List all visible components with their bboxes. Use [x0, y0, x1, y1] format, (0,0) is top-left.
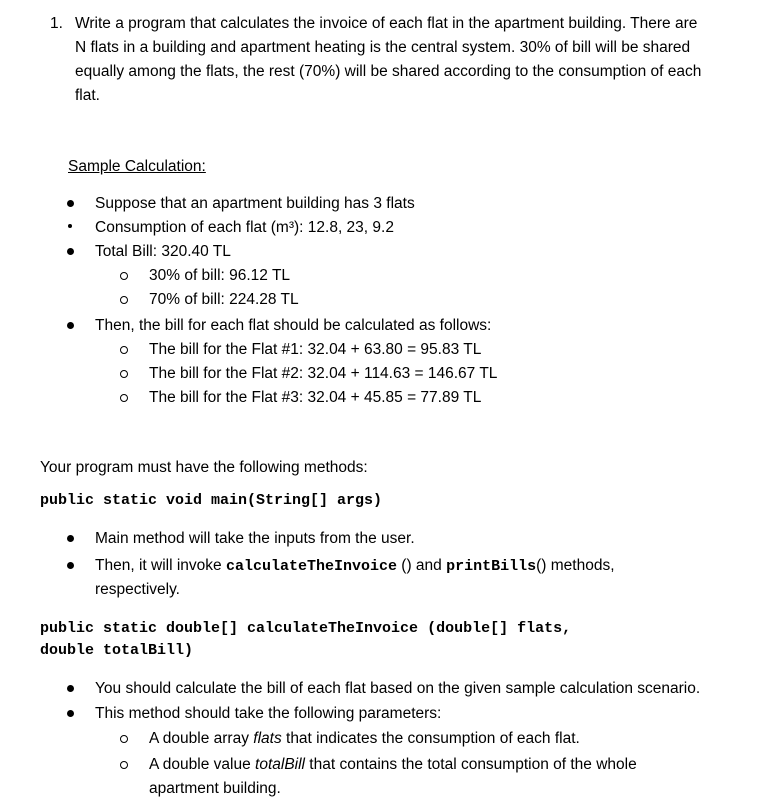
sample-item-flat-1: The bill for the Flat #1: 32.04 + 63.80 = 95.83 TL: [149, 341, 482, 358]
sample-item-total-bill: Total Bill: 320.40 TL: [95, 243, 231, 260]
calculate-invoice-code: calculateTheInvoice: [225, 558, 397, 575]
main-item-invoke-pre: Then, it will invoke: [95, 557, 226, 574]
sample-heading: Sample Calculation:: [68, 158, 206, 175]
bullet-icon: [67, 710, 74, 717]
bullet-icon: [67, 685, 74, 692]
main-item-invoke-mid: () and: [396, 557, 447, 574]
sample-item-flats: Suppose that an apartment building has 3 flats: [95, 195, 415, 212]
circle-bullet-icon: [120, 346, 128, 354]
question-text-line-2: N flats in a building and apartment heating is the central system. 30% of bill will be shared: [75, 39, 691, 56]
sample-item-70-percent: 70% of bill: 224.28 TL: [149, 291, 299, 308]
calc-param-totalbill-cont: apartment building.: [149, 780, 281, 797]
circle-bullet-icon: [120, 735, 128, 743]
bullet-icon: [67, 248, 74, 255]
print-bills-code: printBills: [446, 558, 537, 575]
calc-item-scenario: You should calculate the bill of each flat based on the given sample calculation scenario.: [95, 680, 701, 697]
sample-item-flat-2: The bill for the Flat #2: 32.04 + 114.63 = 146.67 TL: [149, 365, 498, 382]
circle-bullet-icon: [120, 296, 128, 304]
sample-item-flat-3: The bill for the Flat #3: 32.04 + 45.85 = 77.89 TL: [149, 389, 482, 406]
calc-item-parameters: This method should take the following parameters:: [95, 705, 442, 722]
calc-method-signature-2: double totalBill): [40, 642, 194, 659]
methods-intro: Your program must have the following methods:: [40, 459, 368, 476]
main-item-invoke-post: () methods,: [536, 557, 615, 574]
calc-param-flats-name: flats: [253, 730, 282, 747]
calc-param-flats: [149, 729, 580, 749]
question-text-line-3: equally among the flats, the rest (70%) will be shared according to the consumption of each: [75, 63, 702, 80]
main-item-respectively: respectively.: [95, 581, 180, 598]
bullet-icon: [67, 200, 74, 207]
sample-item-consumption: Consumption of each flat (m³): 12.8, 23, 9.2: [95, 219, 394, 236]
question-text-line-4: flat.: [75, 87, 100, 104]
circle-bullet-icon: [120, 370, 128, 378]
sample-item-then: Then, the bill for each flat should be calculated as follows:: [95, 317, 492, 334]
bullet-icon: [67, 322, 74, 329]
circle-bullet-icon: [120, 761, 128, 769]
question-text-line-1: Write a program that calculates the invoice of each flat in the apartment building. There are: [75, 15, 698, 32]
main-item-invoke: [95, 556, 615, 577]
calc-method-signature-1: public static double[] calculateTheInvoice (double[] flats,: [40, 620, 572, 637]
bullet-icon: [67, 562, 74, 569]
question-number: 1.: [50, 15, 63, 32]
bullet-icon: [68, 224, 72, 228]
calc-param-flats-pre: A double array: [149, 730, 254, 747]
calc-param-flats-post: that indicates the consumption of each flat.: [281, 730, 580, 747]
main-method-signature: public static void main(String[] args): [40, 492, 383, 509]
calc-param-totalbill: [149, 755, 637, 775]
main-item-inputs: Main method will take the inputs from the user.: [95, 530, 415, 547]
sample-item-30-percent: 30% of bill: 96.12 TL: [149, 267, 291, 284]
calc-param-totalbill-name: totalBill: [255, 756, 305, 773]
calc-param-totalbill-pre: A double value: [149, 756, 256, 773]
bullet-icon: [67, 535, 74, 542]
circle-bullet-icon: [120, 272, 128, 280]
circle-bullet-icon: [120, 394, 128, 402]
calc-param-totalbill-post: that contains the total consumption of the whole: [304, 756, 637, 773]
